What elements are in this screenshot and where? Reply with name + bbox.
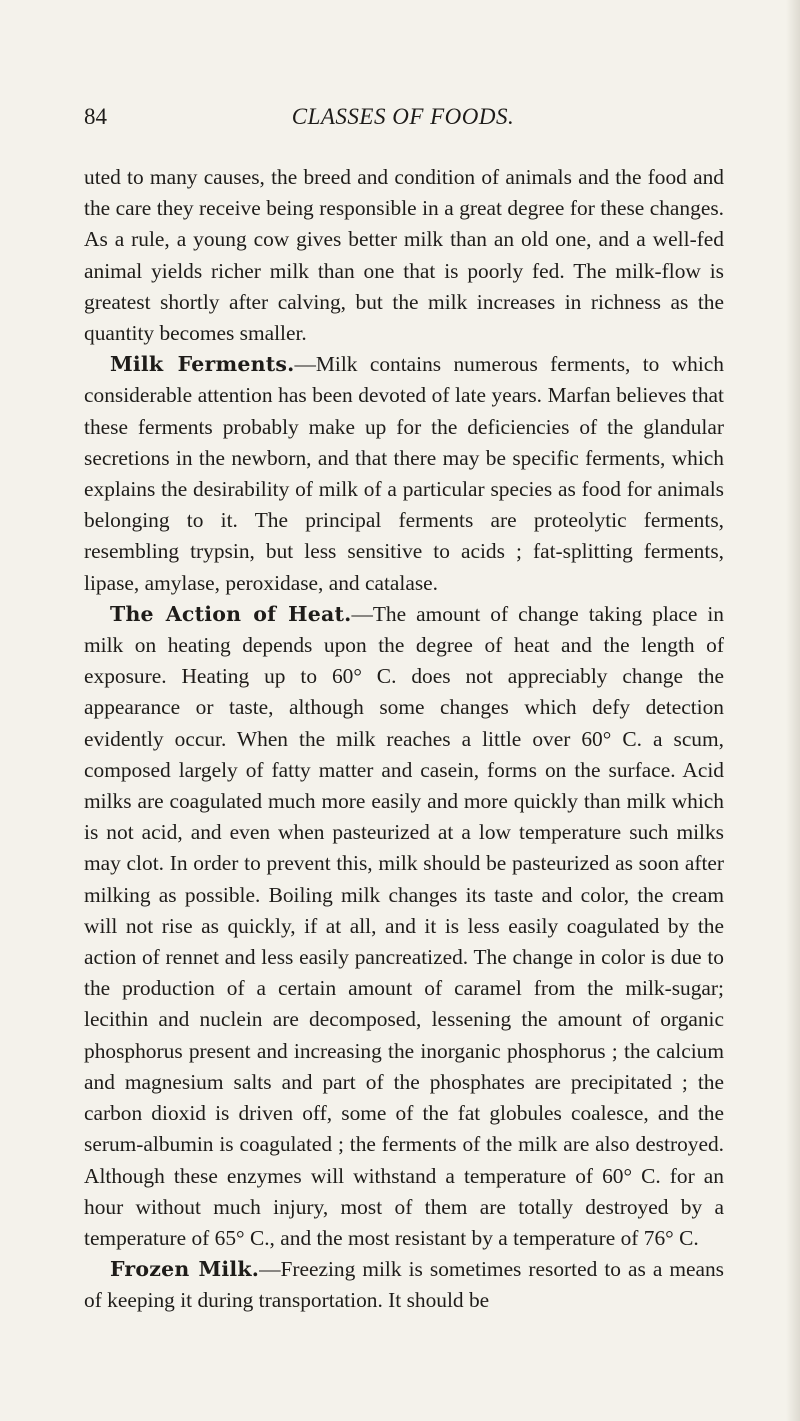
paragraph-text: —Milk contains numerous ferments, to which considerable attention has been devoted of late years. Marfan believes that these ferments probably make up for the deficiencies of the glandular secretions in the newborn, and that there may be specific ferments, which explains the desirability of milk of a particular species as food for animals belonging to it. The principal ferments are proteolytic ferments, resembling trypsin, but less sensitive to acids ; fat-splitting ferments, lipase, amylase, peroxidase, and catalase. <box>84 352 724 595</box>
paragraph-text: —Freezing milk is sometimes resorted to as a means of keeping it during transportation. It should be <box>84 1257 725 1313</box>
paragraph-frozen-milk <box>84 1254 724 1316</box>
section-heading: The Action of Heat. <box>110 601 352 626</box>
paragraph-text: uted to many causes, the breed and condition of animals and the food and the care they receive being responsible in a great degree for these changes. As a rule, a young cow gives better milk than an old one, and a well-fed animal yields richer milk than one that is poorly fed. The milk-flow is greatest shortly after calving, but the milk increases in richness as the quantity becomes smaller. <box>84 165 724 346</box>
body-text <box>84 162 724 1317</box>
paragraph-action-of-heat <box>84 599 724 1254</box>
paragraph-continuation <box>84 162 724 349</box>
section-heading: Frozen Milk. <box>110 1257 260 1282</box>
running-head: CLASSES OF FOODS. <box>291 104 515 129</box>
page-header <box>84 104 722 138</box>
paragraph-text: —The amount of change taking place in milk on heating depends upon the degree of heat and the length of exposure. Heating up to 60° C. does not appreciably change the appearance or taste, although some changes which defy detection evidently occur. When the milk reaches a little over 60° C. a scum, composed largely of fatty matter and casein, forms on the surface. Acid milks are coagulated much more easily and more quickly than milk which is not acid, and even when pasteurized at a low temperature such milks may clot. In order to prevent this, milk should be pasteurized as soon after milking as possible. Boiling milk changes its taste and color, the cream will not rise as quickly, if at all, and it is less easily coagulated by the action of rennet and less easily pancreatized. The change in color is due to the production of a certain amount of caramel from the milk-sugar; lecithin and nuclein are decomposed, lessening the amount of organic phosphorus present and increasing the inorganic phosphorus ; the calcium and magnesium salts and part of the phosphates are precipitated ; the carbon dioxid is driven off, some of the fat globules coalesce, and the serum-albumin is coagulated ; the ferments of the milk are also destroyed. Although these enzymes will withstand a temperature of 60° C. for an hour without much injury, most of them are totally destroyed by a temperature of 65° C., and the most resistant by a temperature of 76° C. <box>84 601 724 1250</box>
page-number: 84 <box>84 104 107 129</box>
page-edge-shadow <box>786 0 800 1421</box>
section-heading: Milk Ferments. <box>110 352 295 377</box>
paragraph-milk-ferments <box>84 349 724 599</box>
